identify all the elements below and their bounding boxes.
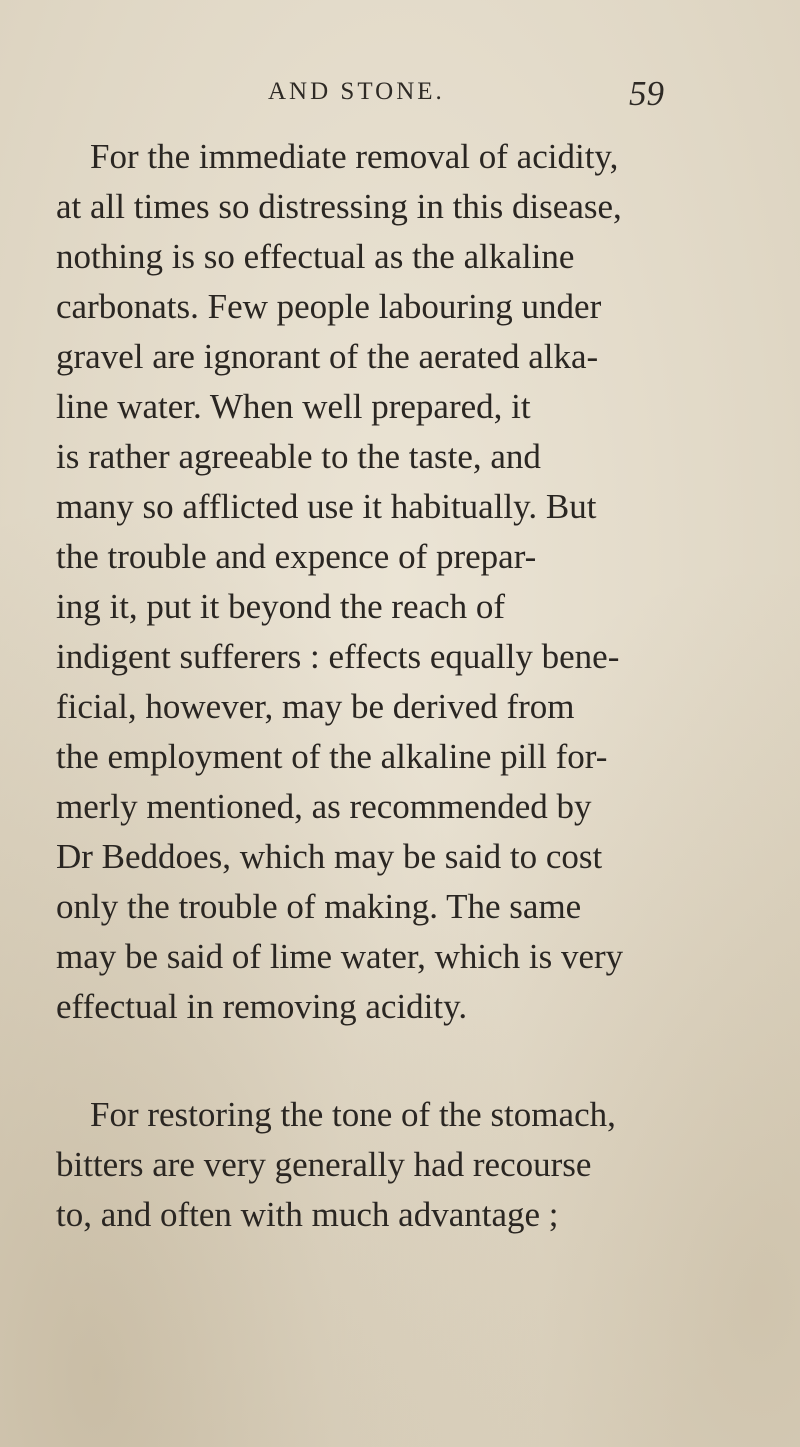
text-line: is rather agreeable to the taste, and	[56, 437, 541, 476]
text-line: gravel are ignorant of the aerated alka-	[56, 337, 599, 376]
text-line: effectual in removing acidity.	[56, 987, 468, 1026]
text-line: bitters are very generally had recourse	[56, 1145, 592, 1184]
text-line: at all times so distressing in this disease,	[56, 187, 622, 226]
text-line: line water. When well prepared, it	[56, 387, 531, 426]
page-number: 59	[629, 74, 664, 113]
text-line: For the immediate removal of acidity,	[90, 137, 619, 176]
text-line: nothing is so effectual as the alkaline	[56, 237, 575, 276]
text-line: merly mentioned, as recommended by	[56, 787, 592, 826]
text-line: to, and often with much advantage ;	[56, 1195, 559, 1234]
paragraph-stomach-tone	[56, 1090, 686, 1240]
text-line: the employment of the alkaline pill for-	[56, 737, 608, 776]
text-line: only the trouble of making. The same	[56, 887, 582, 926]
paragraph-acidity-remedies	[56, 132, 686, 1032]
text-line: indigent sufferers : effects equally bene-	[56, 637, 620, 676]
text-line: may be said of lime water, which is very	[56, 937, 624, 976]
text-line: many so afflicted use it habitually. But	[56, 487, 597, 526]
text-line: For restoring the tone of the stomach,	[90, 1095, 616, 1134]
text-line: the trouble and expence of prepar-	[56, 537, 537, 576]
text-line: Dr Beddoes, which may be said to cost	[56, 837, 603, 876]
running-head-title: AND STONE.	[268, 78, 445, 105]
text-line: ing it, put it beyond the reach of	[56, 587, 506, 626]
running-head	[0, 74, 800, 114]
text-line: carbonats. Few people labouring under	[56, 287, 602, 326]
text-line: ficial, however, may be derived from	[56, 687, 575, 726]
